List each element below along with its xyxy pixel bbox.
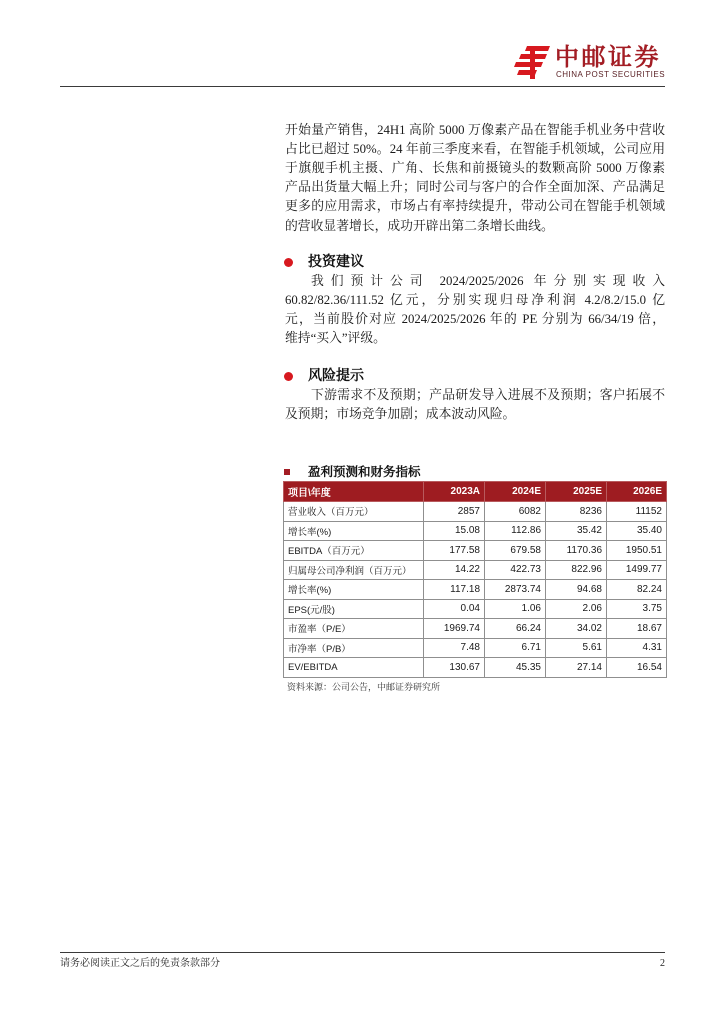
table-cell: 8236 [546, 502, 607, 522]
table-cell: 15.08 [424, 521, 485, 541]
footer-divider [60, 952, 665, 953]
row-label: 增长率(%) [284, 580, 424, 600]
table-cell: 1170.36 [546, 541, 607, 561]
square-bullet-icon [284, 469, 290, 475]
table-cell: 2873.74 [485, 580, 546, 600]
table-row-net-profit-growth [284, 580, 667, 600]
paragraph-line: 占比已超过 50%。24 年前三季度来看，在智能手机领域，公司应用 [285, 141, 665, 156]
table-cell: 1.06 [485, 599, 546, 619]
column-header-item-year: 项目\年度 [284, 482, 424, 502]
paragraph-line: 元，当前股价对应 2024/2025/2026 年的 PE 分别为 66/34/19 倍， [285, 311, 665, 326]
bullet-icon [284, 258, 293, 267]
row-label: 市盈率（P/E） [284, 619, 424, 639]
table-cell: 2.06 [546, 599, 607, 619]
table-cell: 0.04 [424, 599, 485, 619]
row-label: EV/EBITDA [284, 658, 424, 678]
table-row-ebitda [284, 541, 667, 561]
table-cell: 35.40 [607, 521, 667, 541]
table-cell: 117.18 [424, 580, 485, 600]
paragraph-line: 产品出货量大幅上升；同时公司与客户的合作全面加深、产品满足 [285, 180, 665, 195]
table-cell: 5.61 [546, 638, 607, 658]
paragraph-line: 我们预计公司 2024/2025/2026 年分别实现收入 [311, 273, 665, 288]
company-name-english: CHINA POST SECURITIES [556, 70, 666, 79]
paragraph-line: 维持“买入”评级。 [285, 330, 386, 345]
section-heading: 投资建议 [308, 253, 364, 270]
table-row-eps [284, 599, 667, 619]
table-cell: 1969.74 [424, 619, 485, 639]
table-cell: 1950.51 [607, 541, 667, 561]
table-cell: 6.71 [485, 638, 546, 658]
table-cell: 422.73 [485, 560, 546, 580]
paragraph-line: 60.82/82.36/111.52 亿元，分别实现归母净利润 4.2/8.2/15.0 亿 [285, 292, 665, 307]
table-row-revenue [284, 502, 667, 522]
china-post-emblem-icon [513, 45, 551, 80]
paragraph-line: 开始量产销售，24H1 高阶 5000 万像素产品在智能手机业务中营收 [285, 122, 665, 137]
table-cell: 14.22 [424, 560, 485, 580]
table-cell: 112.86 [485, 521, 546, 541]
header-divider [60, 86, 665, 87]
row-label: 营业收入（百万元） [284, 502, 424, 522]
paragraph-line: 更多的应用需求，市场占有率持续提升，带动公司在智能手机领域 [285, 199, 665, 214]
bullet-icon [284, 372, 293, 381]
table-cell: 4.31 [607, 638, 667, 658]
row-label: EPS(元/股) [284, 599, 424, 619]
paragraph-line: 于旗舰手机主摄、广角、长焦和前摄镜头的数颗高阶 5000 万像素 [285, 160, 665, 175]
table-cell: 679.58 [485, 541, 546, 561]
table-cell: 16.54 [607, 658, 667, 678]
table-cell: 45.35 [485, 658, 546, 678]
table-cell: 177.58 [424, 541, 485, 561]
row-label: 归属母公司净利润（百万元） [284, 560, 424, 580]
table-cell: 822.96 [546, 560, 607, 580]
footer-disclaimer: 请务必阅读正文之后的免责条款部分 [60, 958, 220, 969]
table-cell: 18.67 [607, 619, 667, 639]
row-label: 市净率（P/B） [284, 638, 424, 658]
paragraph-line: 下游需求不及预期；产品研发导入进展不及预期；客户拓展不 [311, 387, 665, 402]
table-source-note: 资料来源：公司公告，中邮证券研究所 [287, 682, 441, 692]
table-cell: 35.42 [546, 521, 607, 541]
table-cell: 82.24 [607, 580, 667, 600]
table-cell: 34.02 [546, 619, 607, 639]
row-label: 增长率(%) [284, 521, 424, 541]
paragraph-line: 及预期；市场竞争加剧；成本波动风险。 [285, 406, 516, 421]
table-cell: 7.48 [424, 638, 485, 658]
table-cell: 27.14 [546, 658, 607, 678]
table-cell: 94.68 [546, 580, 607, 600]
table-row-revenue-growth [284, 521, 667, 541]
column-header-2025e: 2025E [546, 482, 607, 502]
paragraph-line: 的营收显著增长，成功开辟出第二条增长曲线。 [285, 218, 554, 233]
table-row-net-profit [284, 560, 667, 580]
table-row-pe [284, 619, 667, 639]
column-header-2023a: 2023A [424, 482, 485, 502]
table-cell: 66.24 [485, 619, 546, 639]
table-cell: 1499.77 [607, 560, 667, 580]
section-heading: 风险提示 [308, 367, 364, 384]
table-title: 盈利预测和财务指标 [308, 464, 421, 479]
table-cell: 6082 [485, 502, 546, 522]
table-row-pb [284, 638, 667, 658]
column-header-2026e: 2026E [607, 482, 667, 502]
table-header-row [284, 482, 667, 502]
table-cell: 11152 [607, 502, 667, 522]
table-cell: 3.75 [607, 599, 667, 619]
page-number: 2 [660, 958, 665, 969]
table-cell: 130.67 [424, 658, 485, 678]
table-row-ev-ebitda [284, 658, 667, 678]
financial-forecast-table [283, 481, 667, 678]
company-name: 中邮证券 [555, 43, 661, 71]
column-header-2024e: 2024E [485, 482, 546, 502]
table-cell: 2857 [424, 502, 485, 522]
row-label: EBITDA（百万元） [284, 541, 424, 561]
